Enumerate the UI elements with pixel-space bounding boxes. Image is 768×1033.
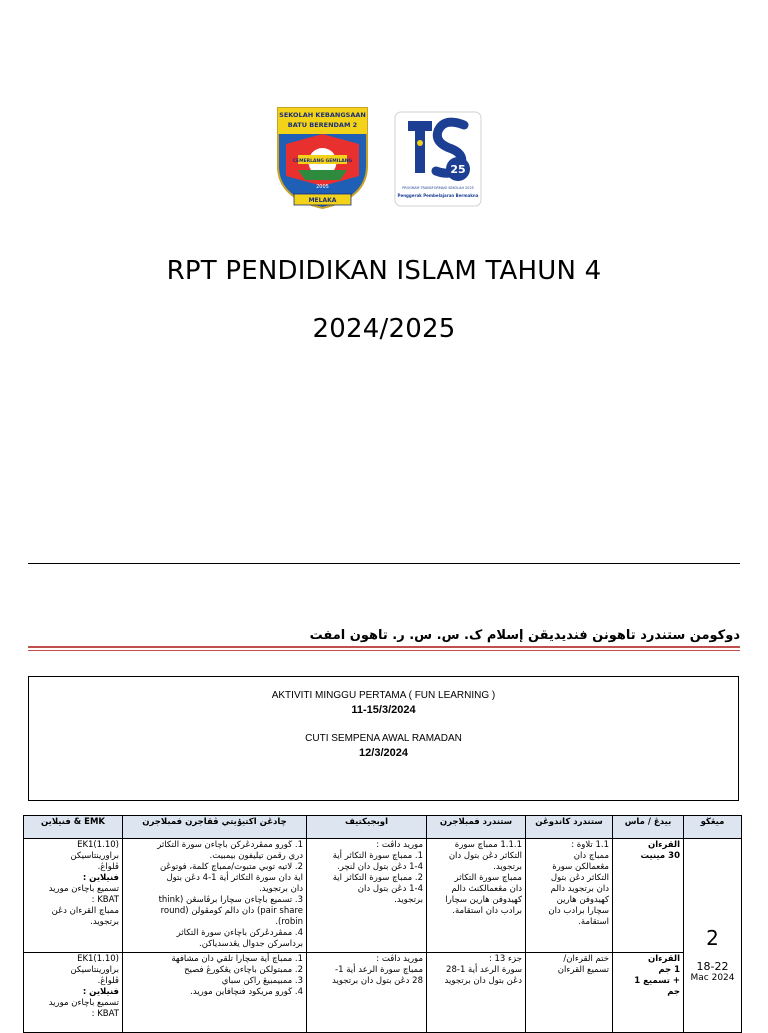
cell-content-standard [526,839,613,953]
text-line: برتجويد. [90,917,119,927]
text-line: 3. تسميع باچاءن سچارا برڤاسڠن (think [158,895,303,905]
text-line: براورينتاسيکن [70,851,119,861]
logo-row [0,106,768,210]
text-line: 4. ڬورو مريکود فنچافاين موريد. [190,987,303,997]
text-line: 1-4 دڠن بتول دان [357,884,423,894]
text-line: ممباچ سورة الرعد أية 1- [335,965,423,975]
text-line: برتجويد. [493,862,522,872]
text-line: ختم القرءان/ [563,954,609,964]
cell-field-time [613,953,684,1033]
red-rule-thick [28,646,740,648]
cell-field-time [613,839,684,953]
header-content-standard: ستندرد کاندوڠن [526,816,613,839]
text-line: ممباچ دان [573,851,609,861]
text-line: جم [667,987,680,997]
text-line: دڠن بتول دان برتجويد [444,976,522,986]
text-line: تسميع باچاءن موريد [48,884,119,894]
cell-learning-standard [427,839,526,953]
ts-subtitle-2: Penggerak Pembelajaran Bermakna [397,193,479,198]
notice-line-1: AKTIVITI MINGGU PERTAMA ( FUN LEARNING ) [271,690,496,701]
page-title: RPT PENDIDIKAN ISLAM TAHUN 4 [166,256,602,286]
text-line: فنيلاين : [82,873,119,883]
cell-emk [24,953,123,1033]
text-line: موريد داڤت : [376,840,423,850]
header-emk: EMK & فنيلاين [24,816,123,839]
text-line: EK1(1.10) [77,840,119,850]
text-line: اية دان سورة التکاثر أية 1-4 دڠن بتول [166,873,303,883]
text-line: 1.1.1 ممباچ سورة [454,840,522,850]
notice-line-4: 12/3/2024 [359,747,408,759]
text-line: دان مڠعمالکنث دالم [451,884,522,894]
text-line: دري رقمن تيليفون بيمبيت. [209,851,303,861]
table-row [24,953,742,1033]
text-line: EK1(1.10) [77,954,119,964]
cell-content-standard [526,953,613,1033]
text-line: 3. ممبيمبيڠ راکن سباي [221,976,303,986]
text-line: التکاثر دڠن بتول [550,873,609,883]
school-crest-logo [276,106,369,210]
text-line: 2. لاتيه توبي متبوت/ممباچ کلمة، فوتوڠن [159,862,303,872]
text-line: 1.1 تلاوة : [571,840,609,850]
cell-objective [307,839,427,953]
text-line: 28 دڠن بتول دان برتجويد [332,976,423,986]
text-line: براورينتاسيکن [70,965,119,975]
text-line: کهيدوفن هارين [556,895,609,905]
text-line: KBAT : [91,895,119,905]
cell-emk [24,839,123,953]
text-line: 2. ممباچ سورة التکاثر اية [332,873,423,883]
text-line: جزء 13 : [488,954,522,964]
text-line: فنيلاين : [82,987,119,997]
text-line: 1. ممباچ أية سچارا تلقي دان مشافهة [171,954,303,964]
crest-year: 2005 [316,184,329,190]
text-line: KBAT : [91,1009,119,1019]
text-line: 1. ممباچ سورة التکاثر أية [332,851,423,861]
text-line: robin). [275,917,303,927]
text-line: 2. ممبتولکن باچاءن يڠکورڠ فصيح [184,965,303,975]
text-line: دان برتجويد. [259,884,303,894]
text-line: 4. ممڤردڠرکن باچاءن سورة التکاثر [176,928,303,938]
cell-activities [123,953,307,1033]
table-row [24,839,742,953]
text-line: کهيدوفن هارين سچارا [445,895,522,905]
notice-line-3: CUTI SEMPENA AWAL RAMADAN [305,733,462,744]
text-line: دان برتجويد دالم [550,884,609,894]
week-date: 18-22 [696,960,729,973]
text-line: برتجويد. [394,895,423,905]
document-heading-jawi: دوکومن ستندرد تاهونن فنديديقن إسلام ک. س. س. ر. تاهون امفت [309,628,740,643]
text-line: برداسرکن جدوال يڠدسدياکن. [199,939,303,949]
header-learning-standard: ستندرد فمبلاجرن [427,816,526,839]
header-activities: چادڠن اکتيۏيتي ڤقاجرن فمبلاجرن [123,816,307,839]
ts-subtitle-1: PROGRAM TRANSFORMASI SEKOLAH 2025 [402,186,474,190]
text-line: + تسميع 1 [634,976,680,986]
text-line: ڤلواڠ. [97,862,119,872]
text-line: التکاثر دڠن بتول دان [448,851,522,861]
text-line: القرءان [647,954,680,964]
text-line: سورة الرعد أية 1-28 [446,965,522,975]
week-month: Mac 2024 [690,973,735,983]
crest-bottom-text: MELAKA [308,197,337,204]
ts-number: 25 [450,163,466,176]
text-line: موريد داڤت : [376,954,423,964]
table-header-row [24,816,742,839]
cell-activities [123,839,307,953]
crest-top-text-2: BATU BERENDAM 2 [287,121,358,129]
text-line: 1. ڬورو ممڤردڠرکن باچاءن سورة التکاثر [157,840,303,850]
crest-top-text-1: SEKOLAH KEBANGSAAN [279,111,366,119]
ts25-logo [394,111,482,207]
notice-line-2: 11-15/3/2024 [351,704,416,716]
text-line: 30 مينيت [640,851,680,861]
text-line: مڠعمالکن سورة [552,862,609,872]
crest-banner: CEMERLANG GEMILANG [292,159,353,164]
header-week: ميڠڬو [684,816,742,839]
text-line: ڤلواڠ. [97,976,119,986]
text-line: سچارا برادب دان [548,906,609,916]
text-line: 1 جم [658,965,680,975]
red-rule-thin [28,650,740,651]
cell-objective [307,953,427,1033]
cell-week [684,839,742,1033]
text-line: ممباچ القرءان دڠن [51,906,119,916]
text-line: pair share) دان دالم کومڤولن (round [160,906,303,916]
text-line: تسميع القرءان [557,965,609,975]
text-line: تسميع باچاءن موريد [48,998,119,1008]
week-number: 2 [706,926,719,950]
header-field-time: بيدڠ / ماس [613,816,684,839]
divider [28,563,740,564]
text-line: برادب دان استقامة. [452,906,522,916]
text-line: 1-4 دڠن بتول دان لنچر. [337,862,423,872]
rpt-table [23,815,742,1033]
notice-box [28,676,739,801]
text-line: ممباچ سورة التکاثر [454,873,522,883]
text-line: القرءان [647,840,680,850]
text-line: استقامة. [578,917,609,927]
cell-learning-standard [427,953,526,1033]
page-subtitle-year: 2024/2025 [312,314,456,344]
header-objective: اوبجيکتيف [307,816,427,839]
